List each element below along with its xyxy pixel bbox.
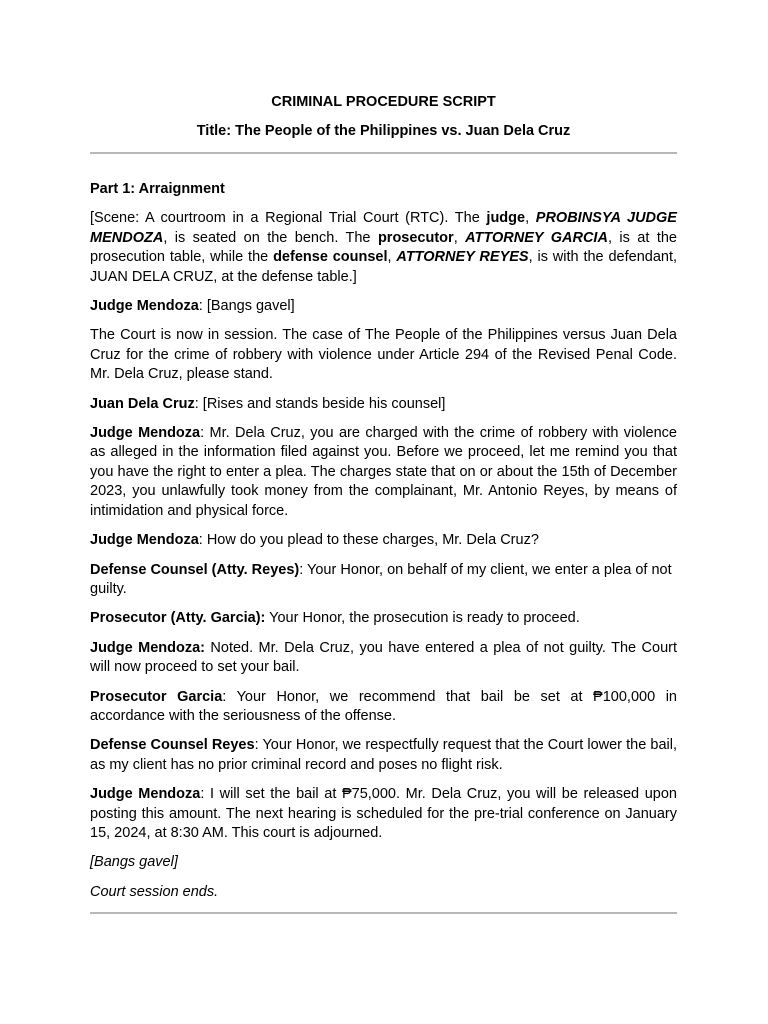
dialogue-text: Noted. Mr. Dela Cruz, you have entered a plea of not guilty. The Court will now proceed to set your bail. bbox=[90, 639, 677, 676]
scene-judge-label: judge bbox=[486, 210, 526, 227]
document-title: CRIMINAL PROCEDURE SCRIPT bbox=[271, 94, 496, 110]
dialogue-text: : Your Honor, we recommend that bail be set at ₱100,000 in accordance with the seriousness of the offense. bbox=[90, 688, 677, 724]
closing-note-text: Court session ends. bbox=[90, 883, 219, 900]
dialogue-line bbox=[90, 561, 677, 600]
script-body bbox=[90, 180, 677, 912]
dialogue-text: : Mr. Dela Cruz, you are charged with the crime of robbery with violence as alleged in the information filed against you. Before we proceed, let me remind you that you have the right to enter a plea. The charges state that on or about the 15th of December 2023, you unlawfully took money from the complainant, Mr. Antonio Reyes, by means of intimidation and physical force. bbox=[90, 425, 677, 519]
closing-note bbox=[90, 883, 677, 902]
speaker-name: Judge Mendoza bbox=[90, 786, 201, 803]
scene-text: , bbox=[453, 229, 466, 246]
speaker-name: Defense Counsel (Atty. Reyes) bbox=[90, 561, 300, 578]
dialogue-text: : [Bangs gavel] bbox=[198, 298, 295, 315]
top-divider bbox=[90, 152, 677, 154]
dialogue-text: : [Rises and stands beside his counsel] bbox=[194, 395, 446, 412]
scene-description bbox=[90, 209, 677, 287]
dialogue-line bbox=[90, 736, 677, 775]
dialogue-line bbox=[90, 688, 677, 727]
dialogue-line bbox=[90, 297, 677, 316]
bottom-divider bbox=[90, 912, 677, 914]
speaker-name: Judge Mendoza bbox=[90, 532, 199, 549]
scene-judge-name: PROBINSYA JUDGE MENDOZA bbox=[90, 210, 677, 246]
speaker-name: Defense Counsel Reyes bbox=[90, 737, 255, 754]
dialogue-text: : Your Honor, on behalf of my client, we enter a plea of not guilty. bbox=[90, 561, 672, 597]
scene-text: , is at the prosecution table, while the bbox=[90, 229, 677, 266]
speaker-name: Judge Mendoza bbox=[90, 425, 201, 442]
scene-text: , bbox=[387, 249, 397, 266]
part-heading: Part 1: Arraignment bbox=[90, 181, 225, 197]
dialogue-line bbox=[90, 395, 677, 414]
speaker-name: Prosecutor (Atty. Garcia): bbox=[90, 610, 266, 627]
dialogue-text: Your Honor, the prosecution is ready to proceed. bbox=[265, 610, 580, 627]
dialogue-text: : I will set the bail at ₱75,000. Mr. Dela Cruz, you will be released upon posting this amount. The next hearing is scheduled for the pre-trial conference on January 15, 2024, at 8:30 AM. This court is adjourned. bbox=[90, 786, 677, 841]
speaker-name: Juan Dela Cruz bbox=[90, 395, 195, 412]
scene-defense-name: ATTORNEY REYES bbox=[396, 249, 529, 266]
scene-text: [Scene: A courtroom in a Regional Trial Court (RTC). The bbox=[90, 210, 487, 227]
stage-direction-text: [Bangs gavel] bbox=[90, 854, 178, 871]
scene-prosecutor-name: ATTORNEY GARCIA bbox=[465, 229, 608, 246]
scene-text: , bbox=[525, 210, 536, 227]
dialogue-line bbox=[90, 785, 677, 843]
speaker-name: Prosecutor Garcia bbox=[90, 688, 223, 705]
dialogue-text: : Your Honor, we respectfully request that the Court lower the bail, as my client has no prior criminal record and poses no flight risk. bbox=[90, 737, 677, 773]
dialogue-line bbox=[90, 639, 677, 678]
dialogue-line bbox=[90, 326, 677, 384]
document-subtitle: Title: The People of the Philippines vs. Juan Dela Cruz bbox=[196, 123, 571, 139]
scene-prosecutor-label: prosecutor bbox=[377, 229, 454, 246]
dialogue-line bbox=[90, 424, 677, 521]
scene-defense-label: defense counsel bbox=[273, 249, 388, 266]
scene-text: , is seated on the bench. The bbox=[163, 229, 378, 246]
speaker-name: Judge Mendoza: bbox=[90, 639, 205, 656]
dialogue-line bbox=[90, 609, 677, 628]
dialogue-line bbox=[90, 531, 677, 550]
speaker-name: Judge Mendoza bbox=[90, 298, 199, 315]
stage-direction bbox=[90, 853, 677, 872]
dialogue-text: : How do you plead to these charges, Mr. Dela Cruz? bbox=[198, 532, 539, 549]
scene-text: , is with the defendant, JUAN DELA CRUZ, at the defense table.] bbox=[90, 249, 678, 285]
dialogue-text: The Court is now in session. The case of The People of the Philippines versus Juan Dela Cruz for the crime of robbery with violence under Article 294 of the Revised Penal Code. Mr. Dela Cruz, please stand. bbox=[90, 327, 677, 383]
